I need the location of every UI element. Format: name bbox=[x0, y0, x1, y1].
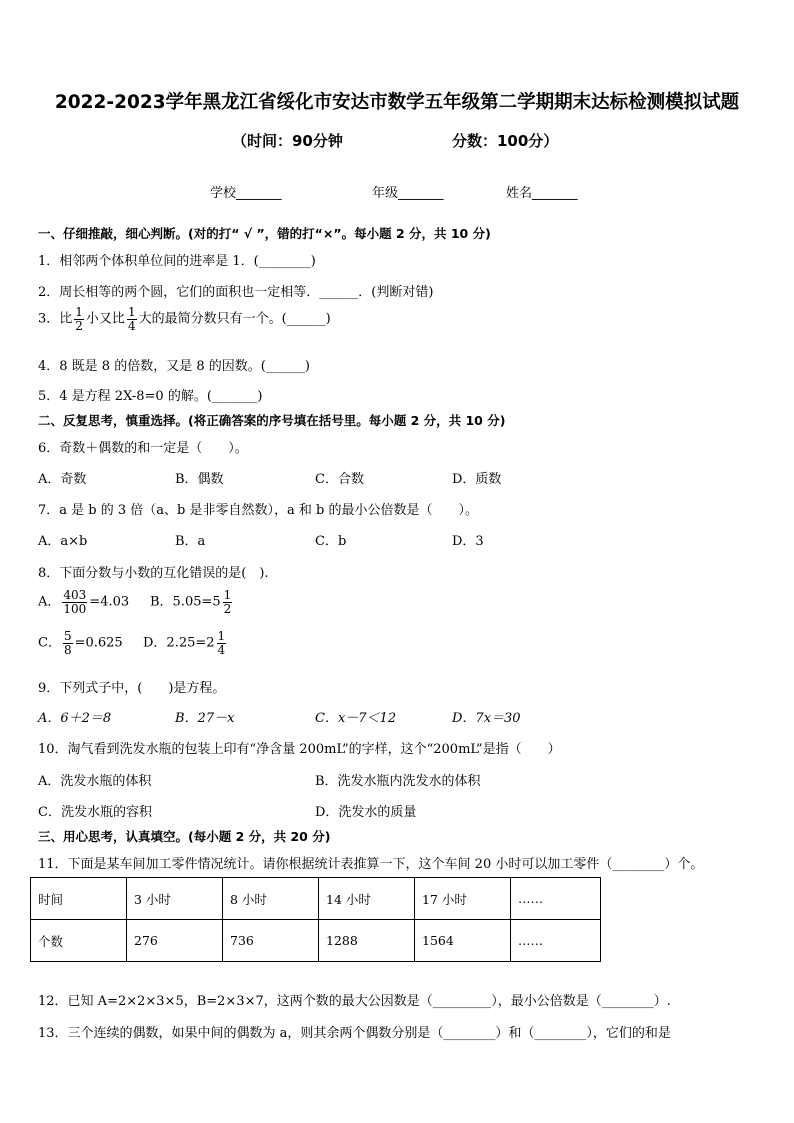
fraction-denominator: 4 bbox=[127, 318, 136, 333]
fraction-five-eighths bbox=[63, 630, 73, 656]
question-12: 12．已知 A=2×2×3×5，B=2×3×7，这两个数的最大公因数是（_________），最小公倍数是（________）. bbox=[38, 994, 671, 1009]
q9-option-b: B．27－x bbox=[175, 711, 235, 726]
fraction-one-half bbox=[223, 589, 233, 615]
q7-option-d: D．3 bbox=[452, 534, 484, 549]
fraction-numerator: 1 bbox=[223, 588, 232, 602]
table-cell: 1564 bbox=[415, 920, 511, 962]
section2-heading: 二、反复思考，慎重选择。(将正确答案的序号填在括号里。每小题 2 分，共 10 分) bbox=[38, 413, 506, 428]
question-2: 2．周长相等的两个圆，它们的面积也一定相等．______．(判断对错) bbox=[38, 285, 434, 300]
q6-option-b: B．偶数 bbox=[175, 472, 224, 487]
q10-option-a: A．洗发水瓶的体积 bbox=[38, 774, 152, 789]
fraction-denominator: 100 bbox=[63, 601, 87, 616]
name-field: 姓名_______ bbox=[506, 186, 578, 201]
q7-option-b: B．a bbox=[175, 534, 206, 549]
question-8: 8．下面分数与小数的互化错误的是( ). bbox=[38, 566, 269, 581]
table-row bbox=[31, 878, 601, 920]
option-value: =4.03 bbox=[89, 594, 130, 610]
fraction-numerator: 5 bbox=[63, 629, 72, 643]
option-letter: A． bbox=[38, 594, 61, 610]
q6-option-c: C．合数 bbox=[315, 472, 364, 487]
table-cell: 时间 bbox=[31, 878, 127, 920]
table-cell: 276 bbox=[127, 920, 223, 962]
q8-option-d bbox=[143, 630, 228, 656]
q10-option-b: B．洗发水瓶内洗发水的体积 bbox=[315, 774, 481, 789]
option-value: B．5.05=5 bbox=[150, 594, 221, 610]
fraction-numerator: 1 bbox=[75, 305, 83, 319]
q7-option-c: C．b bbox=[315, 534, 347, 549]
question-3-part-c: 大的最简分数只有一个。(______) bbox=[138, 311, 331, 327]
q9-option-d: D．7x＝30 bbox=[452, 711, 521, 726]
question-11: 11．下面是某车间加工零件情况统计。请你根据统计表推算一下，这个车间 20 小时可以加工零件（________）个。 bbox=[38, 857, 704, 872]
q10-option-c: C．洗发水瓶的容积 bbox=[38, 805, 152, 820]
question-6: 6．奇数＋偶数的和一定是（ ）。 bbox=[38, 441, 248, 456]
question-9: 9．下列式子中，( )是方程。 bbox=[38, 681, 226, 696]
table-cell: 17 小时 bbox=[415, 878, 511, 920]
table-cell: …… bbox=[511, 920, 601, 962]
question-1: 1．相邻两个体积单位间的进率是 1．(________) bbox=[38, 254, 316, 269]
fraction-denominator: 4 bbox=[217, 642, 226, 657]
q10-option-d: D．洗发水的质量 bbox=[315, 805, 417, 820]
q7-option-a: A．a×b bbox=[38, 534, 88, 549]
q8-option-c bbox=[38, 630, 123, 656]
table-cell: 14 小时 bbox=[319, 878, 415, 920]
question-10: 10．淘气看到洗发水瓶的包装上印有“净含量 200mL”的字样，这个“200mL”是指（ ） bbox=[38, 742, 561, 757]
exam-score: 分数：100分） bbox=[452, 132, 559, 150]
section1-heading: 一、仔细推敲，细心判断。(对的打“ √ ”，错的打“×”。每小题 2 分，共 10 分) bbox=[38, 226, 491, 241]
fraction-numerator: 403 bbox=[63, 588, 87, 602]
table-cell: 8 小时 bbox=[223, 878, 319, 920]
q8-option-b bbox=[150, 589, 234, 615]
option-letter: C． bbox=[38, 635, 61, 651]
q9-option-c: C．x－7＜12 bbox=[315, 711, 397, 726]
exam-time: （时间：90分钟 bbox=[232, 132, 343, 150]
table-row bbox=[31, 920, 601, 962]
table-cell: 3 小时 bbox=[127, 878, 223, 920]
question-5: 5．4 是方程 2X-8=0 的解。(_______) bbox=[38, 389, 263, 404]
fraction-numerator: 1 bbox=[127, 305, 136, 319]
question-3 bbox=[38, 306, 331, 332]
statistics-table bbox=[30, 877, 601, 962]
fraction-one-quarter bbox=[127, 306, 137, 332]
page-title: 2022-2023学年黑龙江省绥化市安达市数学五年级第二学期期末达标检测模拟试题 bbox=[54, 92, 740, 113]
q8-option-a bbox=[38, 589, 129, 615]
question-7: 7．a 是 b 的 3 倍（a、b 是非零自然数），a 和 b 的最小公倍数是（ ）。 bbox=[38, 503, 478, 518]
question-13: 13．三个连续的偶数，如果中间的偶数为 a，则其余两个偶数分别是（________）和（________），它们的和是 bbox=[38, 1026, 671, 1041]
fraction-one-half bbox=[74, 306, 84, 332]
section3-heading: 三、用心思考，认真填空。(每小题 2 分，共 20 分) bbox=[38, 829, 331, 844]
fraction-one-quarter bbox=[217, 630, 227, 656]
option-value: =0.625 bbox=[74, 635, 123, 651]
fraction-403-100 bbox=[62, 589, 87, 615]
q9-option-a: A．6＋2＝8 bbox=[38, 711, 112, 726]
fraction-numerator: 1 bbox=[217, 629, 226, 643]
question-4: 4．8 既是 8 的倍数，又是 8 的因数。(______) bbox=[38, 359, 310, 374]
table-cell: 736 bbox=[223, 920, 319, 962]
grade-field: 年级_______ bbox=[372, 186, 444, 201]
option-value: D．2.25=2 bbox=[143, 635, 215, 651]
question-3-part-b: 小又比 bbox=[85, 311, 125, 327]
fraction-denominator: 2 bbox=[223, 601, 232, 616]
table-cell: …… bbox=[511, 878, 601, 920]
fraction-denominator: 8 bbox=[63, 642, 72, 657]
q6-option-d: D．质数 bbox=[452, 472, 502, 487]
question-3-part-a: 3．比 bbox=[38, 311, 73, 327]
table-cell: 个数 bbox=[31, 920, 127, 962]
q6-option-a: A．奇数 bbox=[38, 472, 87, 487]
table-cell: 1288 bbox=[319, 920, 415, 962]
school-field: 学校_______ bbox=[210, 186, 282, 201]
fraction-denominator: 2 bbox=[75, 318, 83, 333]
